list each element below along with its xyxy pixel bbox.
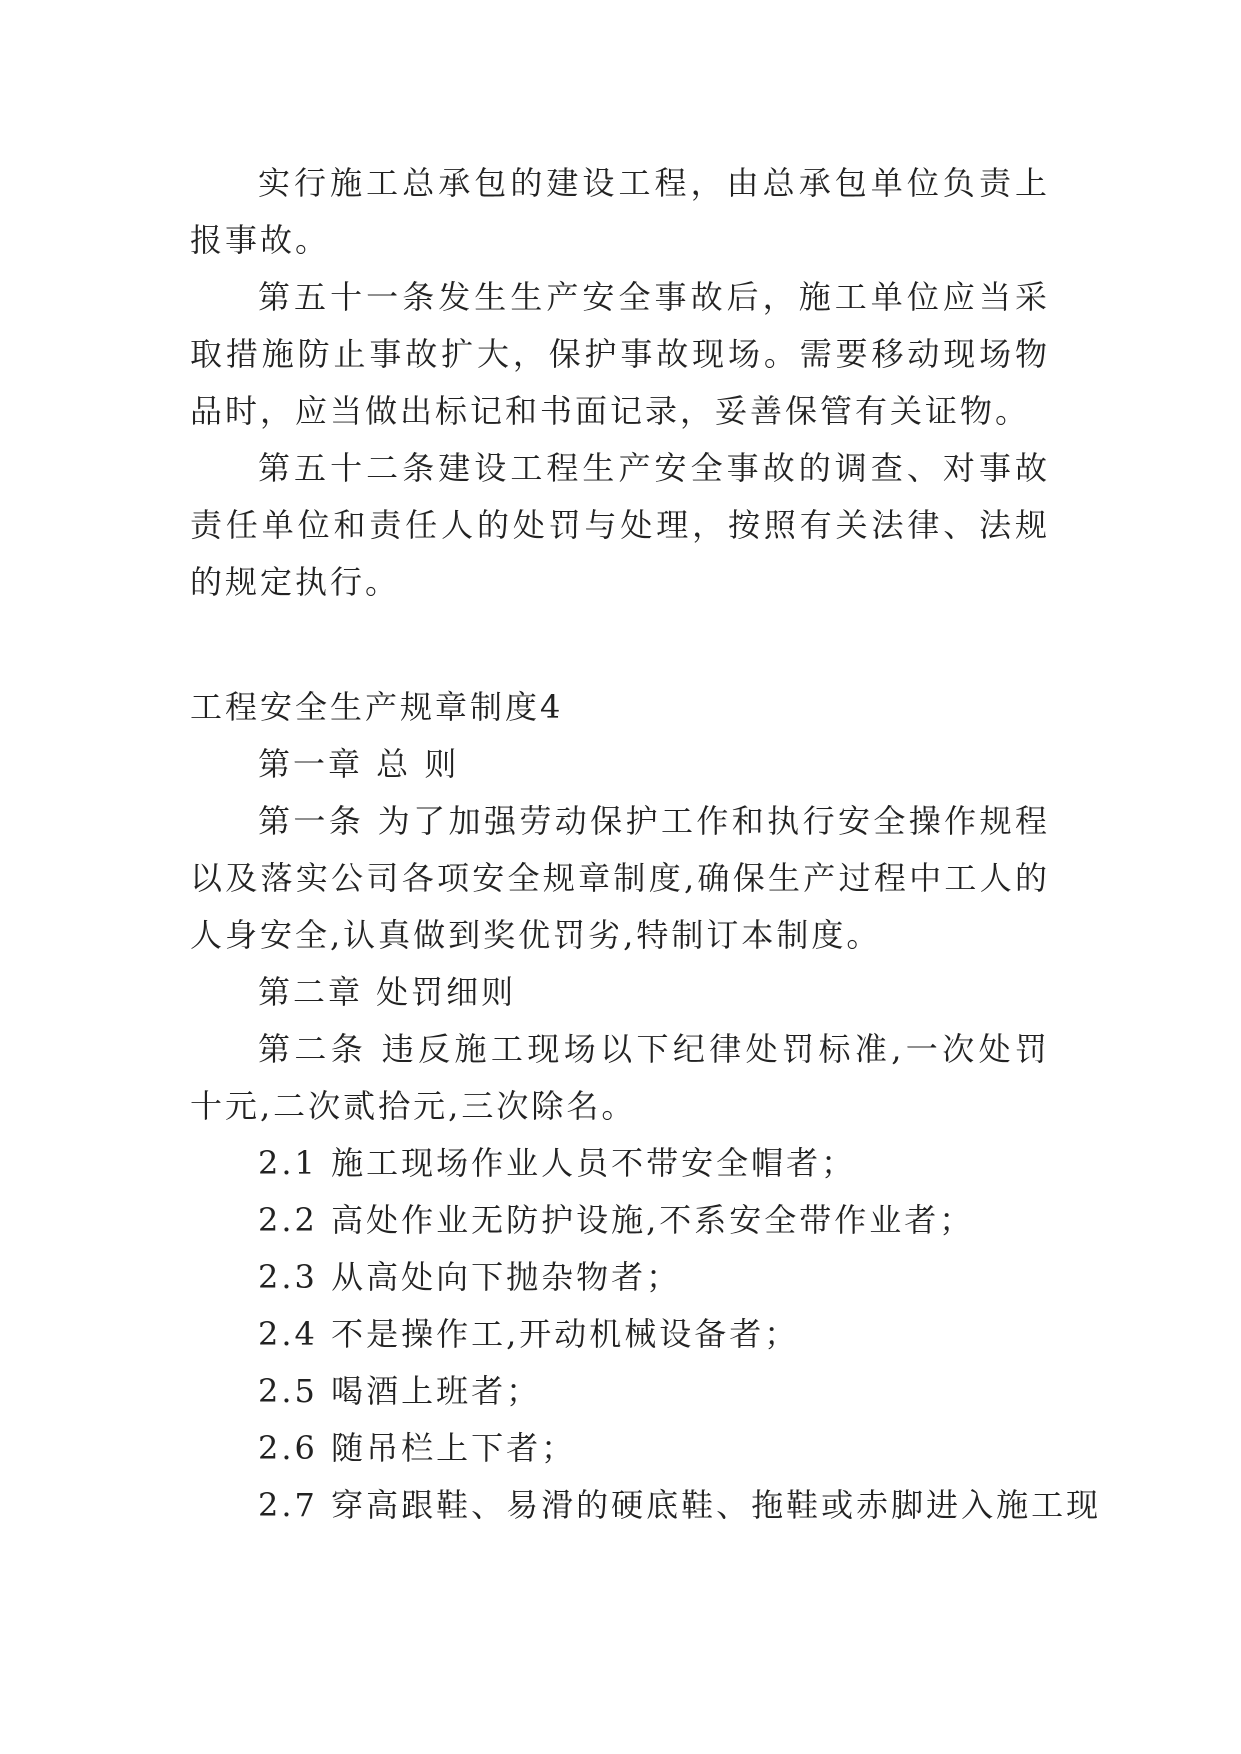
list-item: 2.3 从高处向下抛杂物者； (258, 1258, 682, 1296)
document-body (190, 155, 1102, 1534)
section-title: 工程安全生产规章制度4 (190, 688, 564, 726)
list-item: 2.7 穿高跟鞋、易滑的硬底鞋、拖鞋或赤脚进入施工现 (258, 1486, 1102, 1524)
list-item: 2.4 不是操作工,开动机械设备者； (258, 1315, 800, 1353)
chapter-1-heading: 第一章 总 则 (258, 745, 460, 783)
paragraph-article-52: 第五十二条建设工程生产安全事故的调查、对事故责任单位和责任人的处罚与处理，按照有关法律、法规的规定执行。 (190, 449, 1050, 601)
paragraph-article-1: 第一条 为了加强劳动保护工作和执行安全操作规程以及落实公司各项安全规章制度,确保生产过程中工人的人身安全,认真做到奖优罚劣,特制订本制度。 (190, 802, 1050, 954)
paragraph-article-2: 第二条 违反施工现场以下纪律处罚标准,一次处罚十元,二次贰拾元,三次除名。 (190, 1030, 1050, 1125)
paragraph-article-51: 第五十一条发生生产安全事故后，施工单位应当采取措施防止事故扩大，保护事故现场。需要移动现场物品时，应当做出标记和书面记录，妥善保管有关证物。 (190, 278, 1050, 430)
list-item: 2.6 随吊栏上下者； (258, 1429, 577, 1467)
list-item: 2.5 喝酒上班者； (258, 1372, 542, 1410)
paragraph-report-accident: 实行施工总承包的建设工程，由总承包单位负责上报事故。 (190, 164, 1050, 259)
chapter-2-heading: 第二章 处罚细则 (258, 973, 517, 1011)
list-item: 2.1 施工现场作业人员不带安全帽者； (258, 1144, 857, 1182)
list-item: 2.2 高处作业无防护设施,不系安全带作业者； (258, 1201, 975, 1239)
